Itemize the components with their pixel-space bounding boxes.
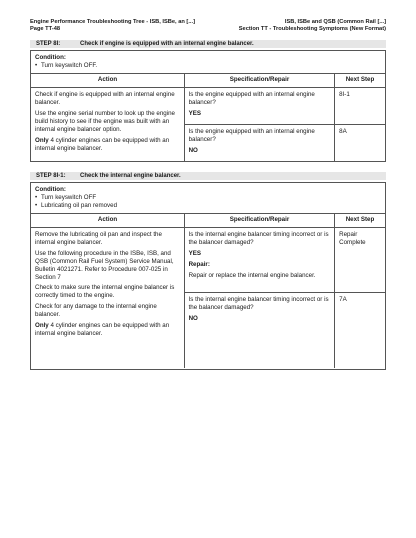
table-body-row xyxy=(31,228,385,368)
action-cell xyxy=(31,88,185,161)
step-8i-table xyxy=(30,50,386,162)
step-title: Check the internal engine balancer. xyxy=(80,173,181,179)
header-action: Action xyxy=(31,214,185,227)
spec-answer: NO xyxy=(188,314,198,322)
action-note: Only 4 cylinder engines can be equipped with an internal engine balancer. xyxy=(35,322,170,338)
section-title: Section TT - Troubleshooting Symptoms (New Format) xyxy=(238,26,386,33)
spec-cell-no xyxy=(185,292,335,368)
page-number: Page TT-48 xyxy=(30,26,61,33)
page-header-left xyxy=(30,19,195,34)
header-next-step: Next Step xyxy=(345,216,375,224)
repair-text: Repair or replace the internal engine balancer. xyxy=(188,271,316,279)
next-step-yes: Repair Complete xyxy=(339,230,366,246)
action-note: Only 4 cylinder engines can be equipped with an internal engine balancer. xyxy=(35,136,170,152)
document-title: Engine Performance Troubleshooting Tree - ISB, ISBe, an [...] xyxy=(30,19,195,25)
header-action: Action xyxy=(31,74,185,87)
spec-question: Is the internal engine balancer timing incorrect or is the balancer damaged? xyxy=(188,230,329,246)
action-cell xyxy=(31,228,185,368)
condition-item: • Lubricating oil pan removed xyxy=(35,201,118,209)
spec-cell-no xyxy=(185,124,335,161)
next-step-no: 7A xyxy=(335,292,385,368)
action-text: Remove the lubricating oil pan and inspect the internal engine balancer. xyxy=(35,230,162,246)
action-text: Use the following procedure in the ISBe, ISB, and QSB (Common Rail Fuel System) Service Manual, Bulletin 4021271. Refer to Procedure 007-025 in Section 7 xyxy=(35,249,174,281)
spec-answer: YES xyxy=(188,249,201,257)
next-step-column xyxy=(335,88,385,161)
action-text: Use the engine serial number to look up the engine build history to see if the engine was built with an internal engine balancer option. xyxy=(35,109,175,133)
spec-answer: YES xyxy=(188,109,201,117)
spec-question: Is the engine equipped with an internal engine balancer? xyxy=(188,127,315,143)
step-number: STEP 8I-1: xyxy=(36,173,66,179)
next-step-column xyxy=(335,228,385,368)
step-8i-1-table xyxy=(30,182,386,370)
condition-item: • Turn keyswitch OFF xyxy=(35,193,97,201)
next-step-yes: 8I-1 xyxy=(339,90,350,98)
header-next-step: Next Step xyxy=(345,76,375,84)
spec-cell-yes xyxy=(185,88,335,124)
engine-models: ISB, ISBe and QSB (Common Rail [...] xyxy=(284,19,386,25)
action-text: Check for any damage to the internal engine balancer. xyxy=(35,303,157,319)
condition-box xyxy=(31,183,385,214)
spec-column xyxy=(185,88,336,161)
condition-box xyxy=(31,51,385,74)
repair-label: Repair: xyxy=(188,260,210,268)
step-number: STEP 8I: xyxy=(36,41,61,47)
step-title: Check if engine is equipped with an internal engine balancer. xyxy=(80,41,254,47)
step-8i-heading xyxy=(30,40,386,48)
condition-label: Condition: xyxy=(35,54,66,61)
table-header-row xyxy=(31,214,385,228)
spec-answer: NO xyxy=(188,146,198,154)
action-text: Check if engine is equipped with an internal engine balancer. xyxy=(35,90,175,106)
step-8i-1-heading xyxy=(30,172,386,180)
condition-label: Condition: xyxy=(35,186,66,193)
table-header-row xyxy=(31,74,385,88)
spec-question: Is the internal engine balancer timing incorrect or is the balancer damaged? xyxy=(188,295,329,311)
next-step-no: 8A xyxy=(335,124,385,161)
header-spec-repair: Specification/Repair xyxy=(185,74,335,87)
header-spec-repair: Specification/Repair xyxy=(185,214,335,227)
table-body-row xyxy=(31,88,385,161)
spec-cell-yes xyxy=(185,228,335,292)
spec-column xyxy=(185,228,336,368)
condition-item: • Turn keyswitch OFF. xyxy=(35,61,98,69)
action-text: Check to make sure the internal engine balancer is correctly timed to the engine. xyxy=(35,284,175,300)
page-header-right xyxy=(239,19,386,34)
spec-question: Is the engine equipped with an internal engine balancer? xyxy=(188,90,315,106)
